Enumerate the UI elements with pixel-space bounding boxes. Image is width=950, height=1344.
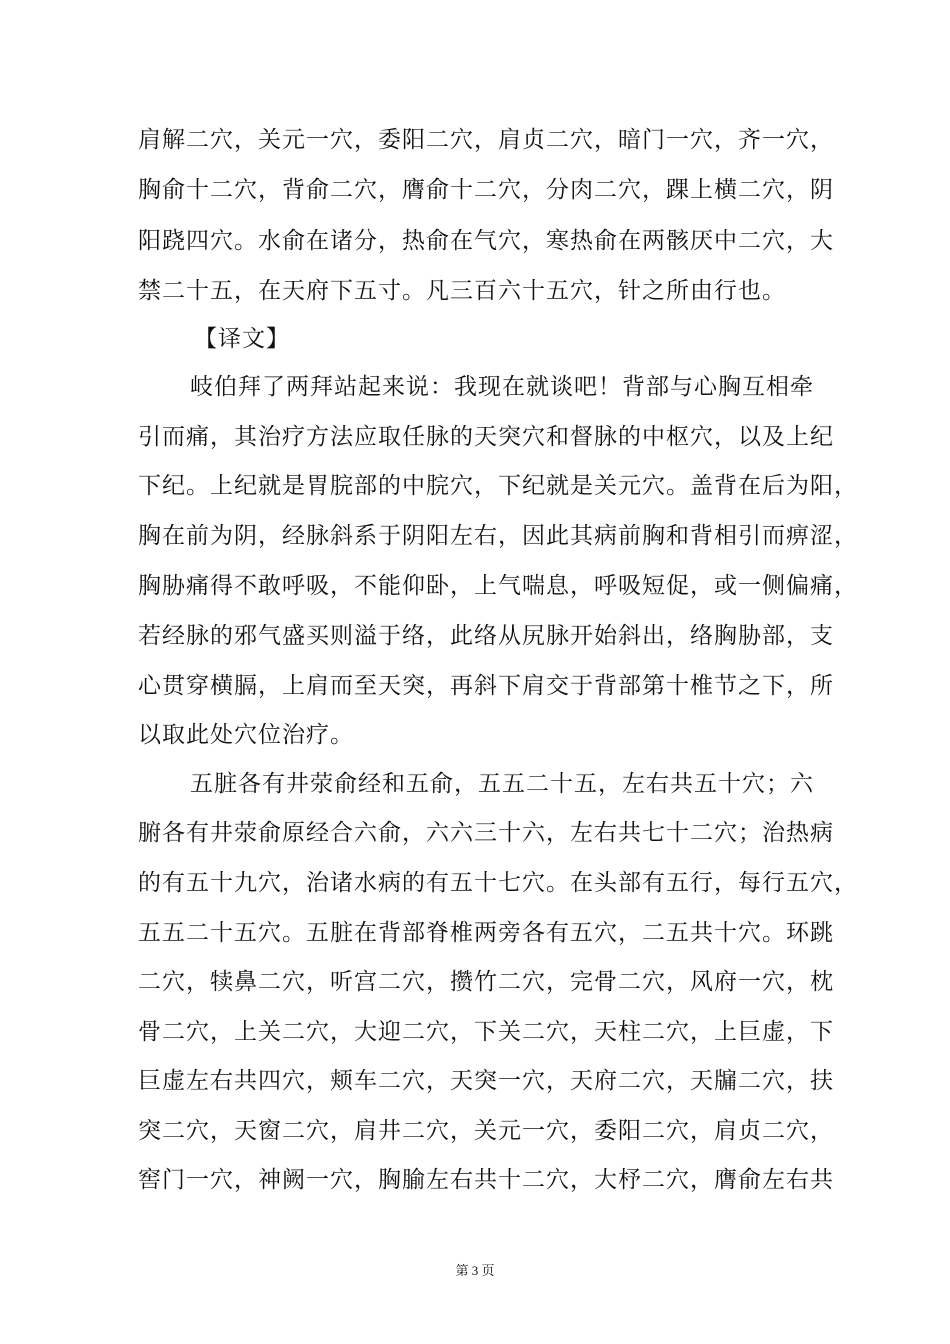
paragraph-line: 窖门一穴，神阙一穴，胸腧左右共十二穴，大杼二穴，膺俞左右共 — [138, 1167, 834, 1193]
paragraph-line: 五脏各有井荥俞经和五俞，五五二十五，左右共五十穴；六 — [190, 771, 814, 797]
paragraph-line: 若经脉的邪气盛买则溢于络，此络从尻脉开始斜出，络胸胁部，支 — [138, 623, 834, 649]
paragraph-line: 巨虚左右共四穴，颊车二穴，天突一穴，天府二穴，天牖二穴，扶 — [138, 1068, 834, 1094]
paragraph-line: 引而痛，其治疗方法应取任脉的天突穴和督脉的中枢穴，以及上纪 — [138, 424, 834, 450]
paragraph-line: 下纪。上纪就是胃脘部的中脘穴，下纪就是关元穴。盖背在后为阳， — [138, 473, 858, 499]
paragraph-line: 以取此处穴位治疗。 — [138, 722, 354, 748]
text-line: 阳跷四穴。水俞在诸分，热俞在气穴，寒热俞在两骸厌中二穴，大 — [138, 228, 834, 254]
paragraph-line: 胸在前为阴，经脉斜系于阴阳左右，因此其病前胸和背相引而痹涩， — [138, 523, 858, 549]
paragraph-line: 胸胁痛得不敢呼吸，不能仰卧，上气喘息，呼吸短促，或一侧偏痛， — [138, 573, 858, 599]
section-heading: 【译文】 — [194, 326, 290, 352]
page-number: 第 3 页 — [455, 1263, 495, 1278]
paragraph-line: 二穴，犊鼻二穴，听宫二穴，攒竹二穴，完骨二穴，风府一穴，枕 — [138, 969, 834, 995]
text-line: 禁二十五，在天府下五寸。凡三百六十五穴，针之所由行也。 — [138, 278, 786, 304]
paragraph-line: 岐伯拜了两拜站起来说：我现在就谈吧！背部与心胸互相牵 — [190, 374, 814, 400]
paragraph-line: 骨二穴，上关二穴，大迎二穴，下关二穴，天柱二穴，上巨虚，下 — [138, 1019, 834, 1045]
text-line: 胸俞十二穴，背俞二穴，膺俞十二穴，分肉二穴，踝上横二穴，阴 — [138, 177, 834, 203]
paragraph-line: 五五二十五穴。五脏在背部脊椎两旁各有五穴，二五共十穴。环跳 — [138, 920, 834, 946]
paragraph-line: 腑各有井荥俞原经合六俞，六六三十六，左右共七十二穴；治热病 — [138, 820, 834, 846]
paragraph-line: 的有五十九穴，治诸水病的有五十七穴。在头部有五行，每行五穴， — [138, 870, 858, 896]
text-line: 肩解二穴，关元一穴，委阳二穴，肩贞二穴，暗门一穴，齐一穴， — [138, 127, 834, 153]
paragraph-line: 突二穴，天窗二穴，肩井二穴，关元一穴，委阳二穴，肩贞二穴， — [138, 1118, 834, 1144]
paragraph-line: 心贯穿横膈，上肩而至天突，再斜下肩交于背部第十椎节之下，所 — [138, 673, 834, 699]
